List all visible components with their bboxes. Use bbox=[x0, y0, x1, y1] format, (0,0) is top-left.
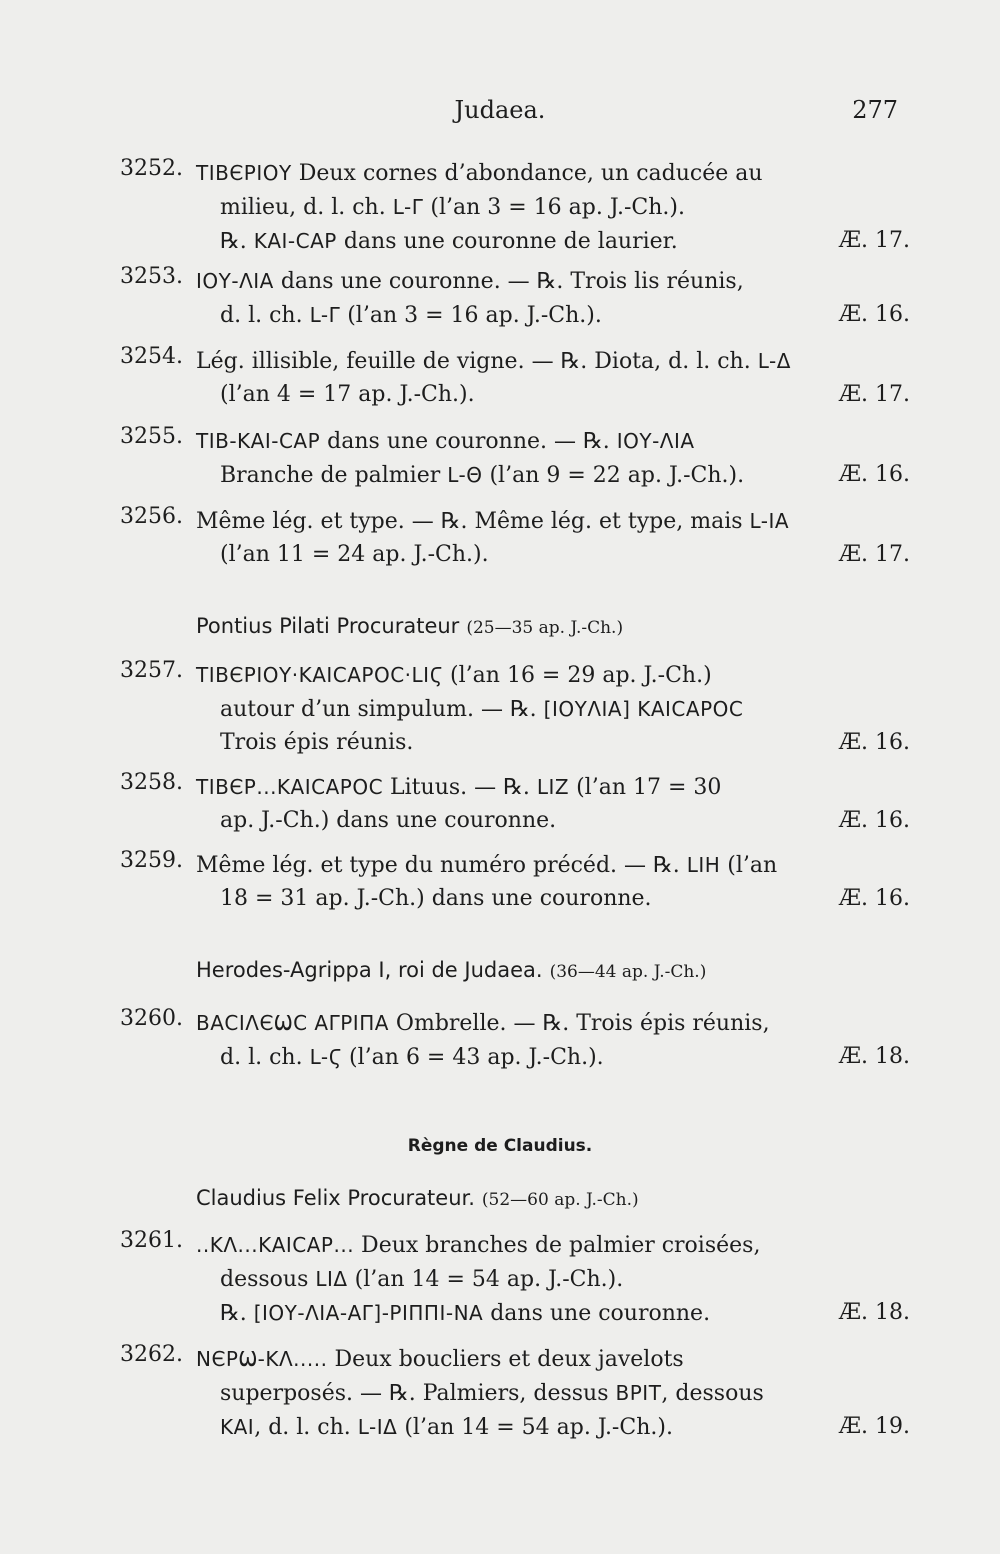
coin-legend: LΙΖ bbox=[536, 775, 570, 799]
metal-size: Æ. 16. bbox=[839, 730, 910, 755]
description-text: , dessous bbox=[661, 1381, 764, 1406]
description-text: (l’an 9 = 22 ap. J.-Ch.). bbox=[482, 463, 745, 488]
coin-legend: ΚΑΙ bbox=[220, 1415, 255, 1439]
description-text: dans une couronne. — ℞. Trois lis réunis, bbox=[273, 269, 744, 294]
section-heading-felix bbox=[196, 1186, 639, 1211]
entry-line bbox=[196, 1342, 910, 1376]
coin-legend: ΒΡΙΤ bbox=[615, 1381, 662, 1405]
coin-legend: ΤΙΒЄΡΙΟΥ·ΚΑΙCΑΡΟC·LΙϚ bbox=[196, 663, 444, 687]
description-text: (l’an 11 = 24 ap. J.-Ch.). bbox=[220, 542, 489, 567]
metal-size: Æ. 18. bbox=[839, 1300, 910, 1325]
coin-legend: ΙΟΥ-ΛΙΑ bbox=[616, 429, 695, 453]
metal-size: Æ. 17. bbox=[839, 228, 910, 253]
section-heading-dates: (36—44 ap. J.-Ch.) bbox=[549, 962, 707, 982]
reign-heading: Règne de Claudius. bbox=[407, 1136, 593, 1156]
entry-line bbox=[196, 770, 910, 804]
metal-size: Æ. 16. bbox=[839, 462, 910, 487]
coin-legend: ΤΙΒЄΡΙΟΥ bbox=[196, 161, 292, 185]
entry-line bbox=[196, 1228, 910, 1262]
catalogue-entry bbox=[120, 344, 910, 412]
section-heading-name: Herodes-Agrippa I, roi de Judaea. bbox=[196, 958, 543, 982]
page-number: 277 bbox=[852, 96, 898, 124]
running-title: Judaea. bbox=[454, 96, 546, 124]
entry-number: 3261. bbox=[120, 1228, 183, 1253]
entry-number: 3253. bbox=[120, 264, 183, 289]
coin-legend: ΤΙΒ-ΚΑΙ-CΑΡ bbox=[196, 429, 321, 453]
entry-line bbox=[220, 190, 910, 224]
entry-line bbox=[220, 1040, 910, 1074]
coin-legend: L-Δ bbox=[757, 349, 791, 373]
description-text: 18 = 31 ap. J.-Ch.) dans une couronne. bbox=[220, 886, 652, 911]
entry-number: 3259. bbox=[120, 848, 183, 873]
description-text: dans une couronne de laurier. bbox=[336, 229, 678, 254]
description-text: (l’an 14 = 54 ap. J.-Ch.). bbox=[347, 1267, 624, 1292]
catalogue-entry bbox=[120, 156, 910, 258]
description-text: Deux boucliers et deux javelots bbox=[327, 1347, 684, 1372]
coin-legend: L-Γ bbox=[392, 195, 424, 219]
entry-line bbox=[220, 1410, 910, 1444]
entry-line bbox=[196, 424, 910, 458]
entry-number: 3256. bbox=[120, 504, 183, 529]
catalogue-entry bbox=[120, 424, 910, 492]
coin-legend: ΝЄΡѠ-ΚΛ..... bbox=[196, 1347, 328, 1371]
description-text: (l’an 16 = 29 ap. J.-Ch.) bbox=[443, 663, 712, 688]
section-heading-agrippa bbox=[196, 958, 706, 983]
catalogue-entry bbox=[120, 1228, 910, 1330]
description-text: superposés. — ℞. Palmiers, dessus bbox=[220, 1381, 616, 1406]
entry-line bbox=[220, 726, 910, 760]
entry-line bbox=[196, 504, 910, 538]
coin-legend: L-Ϛ bbox=[309, 1045, 343, 1069]
section-heading-dates: (25—35 ap. J.-Ch.) bbox=[466, 618, 624, 638]
entry-line bbox=[220, 882, 910, 916]
description-text: Deux branches de palmier croisées, bbox=[354, 1233, 761, 1258]
metal-size: Æ. 17. bbox=[839, 542, 910, 567]
entry-number: 3258. bbox=[120, 770, 183, 795]
entry-line bbox=[196, 264, 910, 298]
coin-legend: L-ΙΑ bbox=[749, 509, 790, 533]
entry-number: 3260. bbox=[120, 1006, 183, 1031]
metal-size: Æ. 16. bbox=[839, 302, 910, 327]
description-text: Lég. illisible, feuille de vigne. — ℞. Diota, d. l. ch. bbox=[196, 349, 758, 374]
metal-size: Æ. 19. bbox=[839, 1414, 910, 1439]
metal-size: Æ. 17. bbox=[839, 382, 910, 407]
entry-line bbox=[220, 692, 910, 726]
description-text: (l’an 3 = 16 ap. J.-Ch.). bbox=[340, 303, 602, 328]
description-text: (l’an 4 = 17 ap. J.-Ch.). bbox=[220, 382, 475, 407]
catalogue-entry bbox=[120, 1342, 910, 1444]
description-text: ℞. bbox=[220, 1301, 254, 1326]
catalogue-entry bbox=[120, 848, 910, 916]
entry-line bbox=[196, 156, 910, 190]
description-text: (l’an bbox=[720, 853, 778, 878]
description-text: d. l. ch. bbox=[220, 1045, 310, 1070]
coin-legend: ΚΑΙ-CΑΡ bbox=[253, 229, 337, 253]
description-text: , d. l. ch. bbox=[254, 1415, 358, 1440]
coin-legend: [ΙΟΥ-ΛΙΑ-ΑΓ]-ΡΙΠΠΙ-ΝΑ bbox=[253, 1301, 484, 1325]
section-heading-name: Pontius Pilati Procurateur bbox=[196, 614, 460, 638]
description-text: (l’an 3 = 16 ap. J.-Ch.). bbox=[423, 195, 685, 220]
entry-line bbox=[196, 848, 910, 882]
entry-line bbox=[220, 298, 910, 332]
entry-number: 3254. bbox=[120, 344, 183, 369]
description-text: Branche de palmier bbox=[220, 463, 448, 488]
entry-line bbox=[220, 1262, 910, 1296]
entry-line bbox=[196, 658, 910, 692]
description-text: Lituus. — ℞. bbox=[383, 775, 537, 800]
description-text: dessous bbox=[220, 1267, 316, 1292]
coin-legend: ΙΟΥ-ΛΙΑ bbox=[196, 269, 274, 293]
coin-legend: [ΙΟΥΛΙΑ] ΚΑΙCΑΡΟC bbox=[543, 697, 744, 721]
description-text: Ombrelle. — ℞. Trois épis réunis, bbox=[388, 1011, 770, 1036]
coin-legend: L-Θ bbox=[447, 463, 483, 487]
description-text: autour d’un simpulum. — ℞. bbox=[220, 697, 544, 722]
entry-number: 3252. bbox=[120, 156, 183, 181]
entry-line bbox=[220, 804, 910, 838]
description-text: (l’an 14 = 54 ap. J.-Ch.). bbox=[397, 1415, 673, 1440]
entry-number: 3255. bbox=[120, 424, 183, 449]
coin-legend: L-Γ bbox=[309, 303, 341, 327]
catalogue-entry bbox=[120, 658, 910, 760]
section-heading-pilate bbox=[196, 614, 623, 639]
description-text: (l’an 17 = 30 bbox=[569, 775, 722, 800]
entry-line bbox=[196, 1006, 910, 1040]
catalogue-entry bbox=[120, 264, 910, 332]
entry-number: 3262. bbox=[120, 1342, 183, 1367]
description-text: Deux cornes d’abondance, un caducée au bbox=[291, 161, 763, 186]
description-text: (l’an 6 = 43 ap. J.-Ch.). bbox=[342, 1045, 604, 1070]
entry-number: 3257. bbox=[120, 658, 183, 683]
coin-legend: LΙΗ bbox=[686, 853, 721, 877]
metal-size: Æ. 16. bbox=[839, 886, 910, 911]
metal-size: Æ. 16. bbox=[839, 808, 910, 833]
entry-line bbox=[220, 1296, 910, 1330]
description-text: d. l. ch. bbox=[220, 303, 310, 328]
description-text: dans une couronne. — ℞. bbox=[320, 429, 617, 454]
coin-legend: ΤΙΒЄΡ...ΚΑΙCΑΡΟC bbox=[196, 775, 384, 799]
description-text: Trois épis réunis. bbox=[220, 730, 414, 755]
description-text: Même lég. et type. — ℞. Même lég. et type, mais bbox=[196, 509, 750, 534]
entry-line bbox=[220, 1376, 910, 1410]
section-heading-dates: (52—60 ap. J.-Ch.) bbox=[481, 1190, 639, 1210]
coin-legend: LΙΔ bbox=[315, 1267, 348, 1291]
entry-line bbox=[220, 458, 910, 492]
coin-legend: L-ΙΔ bbox=[357, 1415, 398, 1439]
description-text: dans une couronne. bbox=[483, 1301, 711, 1326]
coin-legend: ΒΑCΙΛЄѠC ΑΓΡΙΠΑ bbox=[196, 1011, 389, 1035]
metal-size: Æ. 18. bbox=[839, 1044, 910, 1069]
coin-legend: ..ΚΛ...ΚΑΙCΑΡ... bbox=[196, 1233, 355, 1257]
section-heading-name: Claudius Felix Procurateur. bbox=[196, 1186, 475, 1210]
entry-line bbox=[220, 224, 910, 258]
catalogue-entry bbox=[120, 1006, 910, 1074]
description-text: ℞. bbox=[220, 229, 254, 254]
catalogue-entry bbox=[120, 770, 910, 838]
description-text: Même lég. et type du numéro précéd. — ℞. bbox=[196, 853, 687, 878]
entry-line bbox=[220, 538, 910, 572]
entry-line bbox=[196, 344, 910, 378]
entry-line bbox=[220, 378, 910, 412]
description-text: milieu, d. l. ch. bbox=[220, 195, 393, 220]
description-text: ap. J.-Ch.) dans une couronne. bbox=[220, 808, 557, 833]
catalogue-entry bbox=[120, 504, 910, 572]
